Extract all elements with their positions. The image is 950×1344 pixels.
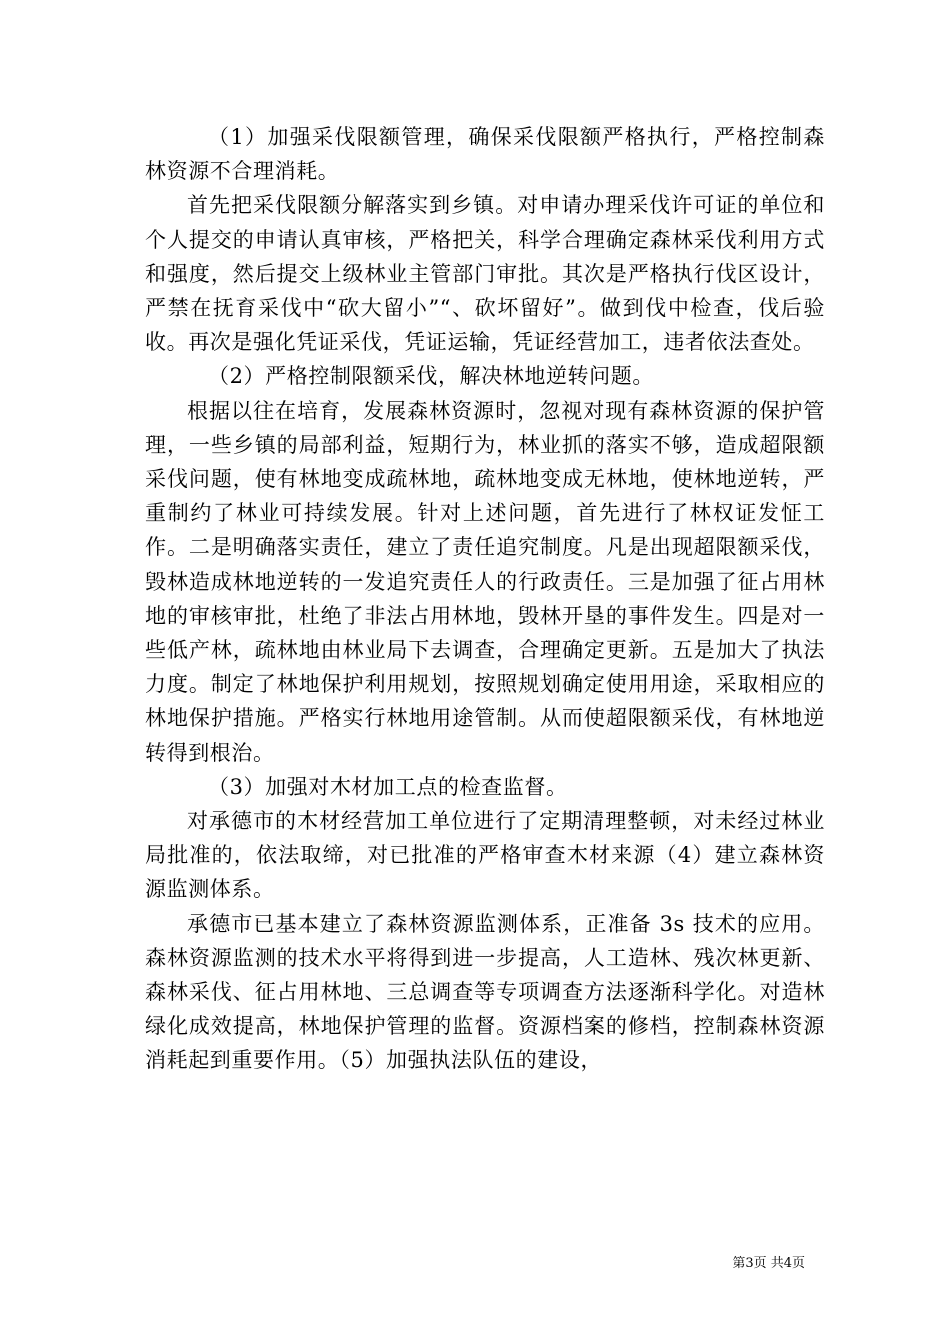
- paragraph: 对承德市的木材经营加工单位进行了定期清理整顿，对未经过林业局批准的，依法取缔，对已批准的严格审查木材来源（4）建立森林资源监测体系。: [145, 809, 825, 902]
- section-heading-2: （2）严格控制限额采伐，解决林地逆转问题。: [208, 364, 654, 389]
- paragraph: 承德市已基本建立了森林资源监测体系，正准备 3s 技术的应用。森林资源监测的技术水平将得到进一步提高，人工造林、残次林更新、森林采伐、征占用林地、三总调查等专项调查方法逐渐科学化。对造林绿化成效提高，林地保护管理的监督。资源档案的修档，控制森林资源消耗起到重要作用。（5）加强执法队伍的建设，: [145, 911, 825, 1073]
- section-heading-3: （3）加强对木材加工点的检查监督。: [208, 774, 568, 799]
- paragraph: 根据以往在培育，发展森林资源时，忽视对现有森林资源的保护管理，一些乡镇的局部利益，短期行为，林业抓的落实不够，造成超限额采伐问题，使有林地变成疏林地，疏林地变成无林地，使林地逆转，严重制约了林业可持续发展。针对上述问题，首先进行了林权证发怔工作。二是明确落实责任，建立了责任追究制度。凡是出现超限额采伐，毁林造成林地逆转的一发追究责任人的行政责任。三是加强了征占用林地的审核审批，杜绝了非法占用林地，毁林开垦的事件发生。四是对一些低产林，疏林地由林业局下去调查，合理确定更新。五是加大了执法力度。制定了林地保护利用规划，按照规划确定使用用途，采取相应的林地保护措施。严格实行林地用途管制。从而使超限额采伐，有林地逆转得到根治。: [145, 398, 825, 765]
- paragraph: 首先把采伐限额分解落实到乡镇。对申请办理采伐许可证的单位和个人提交的申请认真审核，严格把关，科学合理确定森林采伐利用方式和强度，然后提交上级林业主管部门审批。其次是严格执行伐区设计，严禁在抚育采伐中“砍大留小”“、砍坏留好”。做到伐中检查，伐后验收。再次是强化凭证采伐，凭证运输，凭证经营加工，违者依法查处。: [145, 193, 825, 355]
- document-body: [145, 120, 825, 1078]
- section-heading-1: （1）加强采伐限额管理，确保采伐限额严格执行，严格控制森林资源不合理消耗。: [145, 125, 825, 184]
- page-number-footer: 第3页 共4页: [732, 1256, 805, 1271]
